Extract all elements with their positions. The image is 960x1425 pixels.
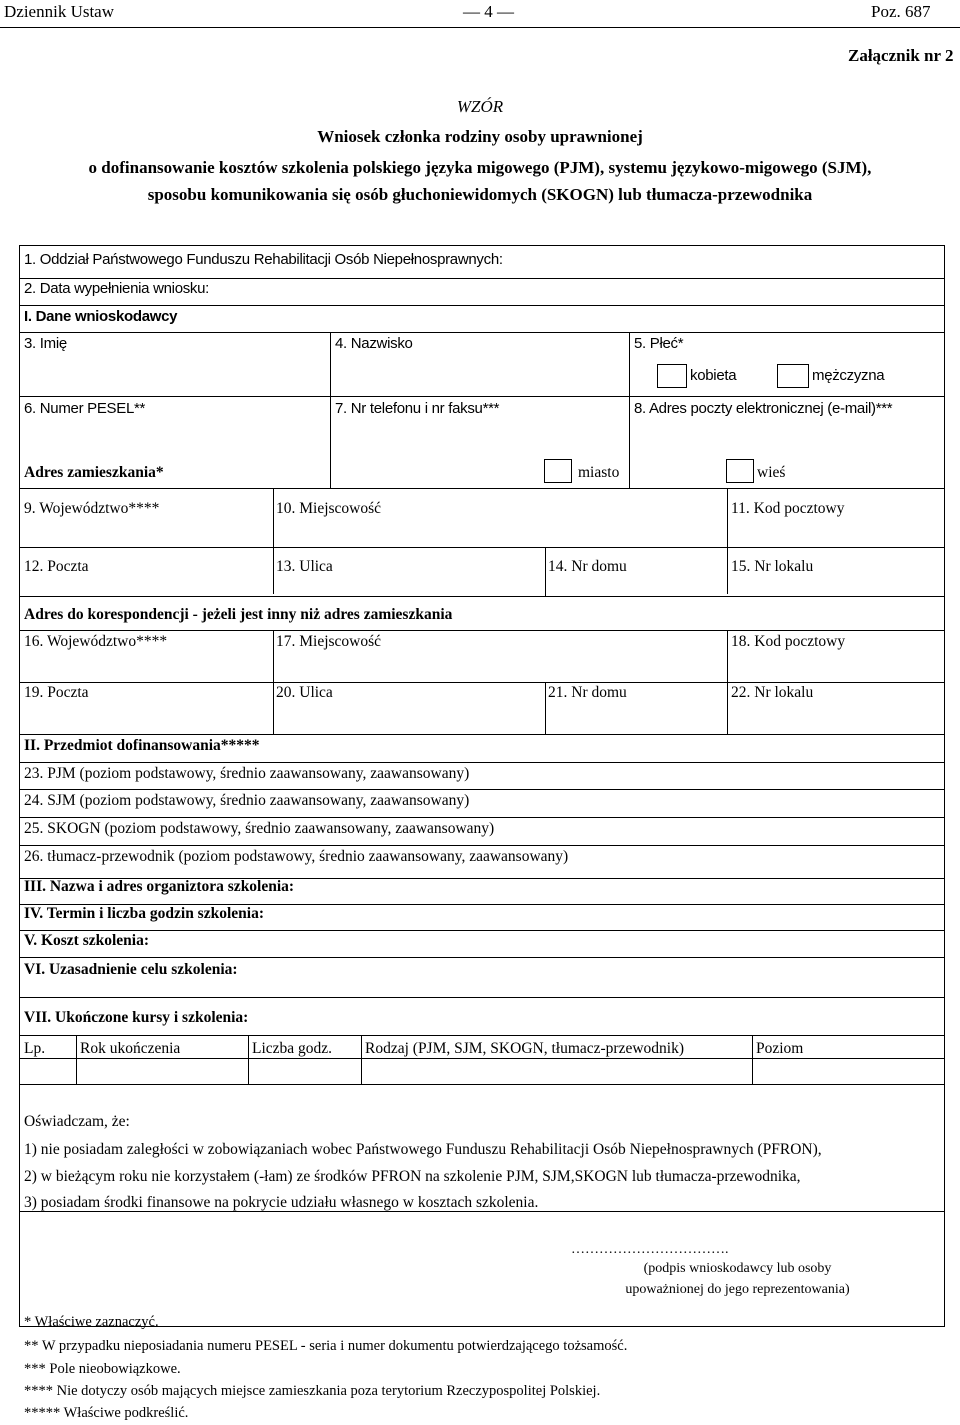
field-26-label: 26. tłumacz-przewodnik (poziom podstawowy, średnio zaawansowany, zaawansowany) bbox=[24, 848, 569, 865]
footnote-3: *** Pole nieobowiązkowe. bbox=[24, 1361, 181, 1377]
field-5-label: 5. Płeć* bbox=[634, 335, 684, 352]
miasto-label: miasto bbox=[578, 464, 620, 481]
field-9-label: 9. Województwo**** bbox=[24, 500, 160, 517]
signature-caption-2: upoważnionej do jego reprezentowania) bbox=[625, 1282, 850, 1297]
field-14-label: 14. Nr domu bbox=[548, 558, 627, 575]
field-23-label: 23. PJM (poziom podstawowy, średnio zaawansowany, zaawansowany) bbox=[24, 765, 470, 782]
declaration-heading: Oświadczam, że: bbox=[24, 1113, 130, 1130]
col-year: Rok ukończenia bbox=[80, 1040, 181, 1057]
page-number: — 4 — bbox=[463, 2, 514, 21]
application-form bbox=[19, 245, 945, 1327]
section-3-title: III. Nazwa i adres organiztora szkolenia: bbox=[24, 878, 295, 895]
footnote-2: ** W przypadku nieposiadania numeru PESEL - seria i numer dokumentu potwierdzającego tożsamość. bbox=[24, 1338, 628, 1354]
checkbox-kobieta[interactable] bbox=[657, 364, 687, 388]
section-1-title: I. Dane wnioskodawcy bbox=[24, 308, 178, 325]
field-21-label: 21. Nr domu bbox=[548, 684, 627, 701]
checkbox-mezczyzna[interactable] bbox=[777, 364, 809, 388]
footnote-5: ***** Właściwe podkreślić. bbox=[24, 1405, 189, 1421]
field-24-label: 24. SJM (poziom podstawowy, średnio zaawansowany, zaawansowany) bbox=[24, 792, 470, 809]
col-level: Poziom bbox=[756, 1040, 804, 1057]
section-7-title: VII. Ukończone kursy i szkolenia: bbox=[24, 1009, 249, 1026]
field-16-label: 16. Województwo**** bbox=[24, 633, 168, 650]
wies-label: wieś bbox=[757, 464, 786, 481]
section-4-title: IV. Termin i liczba godzin szkolenia: bbox=[24, 905, 264, 922]
annex-label: Załącznik nr 2 bbox=[848, 46, 954, 65]
form-title-line2: o dofinansowanie kosztów szkolenia polskiego języka migowego (PJM), systemu językowo-migowego (SJM), bbox=[88, 158, 872, 177]
field-8-label: 8. Adres poczty elektronicznej (e-mail)*** bbox=[634, 400, 893, 417]
field-6-label: 6. Numer PESEL** bbox=[24, 400, 146, 417]
field-13-label: 13. Ulica bbox=[276, 558, 333, 575]
field-3-label: 3. Imię bbox=[24, 335, 67, 352]
col-lp: Lp. bbox=[24, 1040, 46, 1057]
field-17-label: 17. Miejscowość bbox=[276, 633, 382, 650]
declaration-1: 1) nie posiadam zaległości w zobowiązaniach wobec Państwowego Funduszu Rehabilitacji Osób Niepełnosprawnych (PFRON), bbox=[24, 1141, 822, 1158]
header-rule bbox=[0, 27, 960, 28]
kobieta-label: kobieta bbox=[690, 367, 737, 384]
footnote-4: **** Nie dotyczy osób mających miejsce zamieszkania poza terytorium Rzeczypospolitej Polskiej. bbox=[24, 1383, 601, 1399]
section-6-title: VI. Uzasadnienie celu szkolenia: bbox=[24, 961, 238, 978]
declaration-2: 2) w bieżącym roku nie korzystałem (-łam) ze środków PFRON na szkolenie PJM, SJM,SKOGN lub tłumacza-przewodnika, bbox=[24, 1168, 801, 1185]
mezczyzna-label: mężczyzna bbox=[812, 367, 885, 384]
col-hours: Liczba godz. bbox=[252, 1040, 333, 1057]
checkbox-miasto[interactable] bbox=[544, 459, 572, 483]
field-7-label: 7. Nr telefonu i nr faksu*** bbox=[335, 400, 500, 417]
field-11-label: 11. Kod pocztowy bbox=[731, 500, 845, 517]
residence-address-heading: Adres zamieszkania* bbox=[24, 464, 164, 481]
field-12-label: 12. Poczta bbox=[24, 558, 89, 575]
footnote-1: * Właściwe zaznaczyć. bbox=[24, 1314, 159, 1330]
field-2-label: 2. Data wypełnienia wniosku: bbox=[24, 280, 210, 297]
signature-caption-1: (podpis wnioskodawcy lub osoby bbox=[643, 1261, 832, 1276]
field-4-label: 4. Nazwisko bbox=[335, 335, 413, 352]
field-19-label: 19. Poczta bbox=[24, 684, 89, 701]
correspondence-address-heading: Adres do korespondencji - jeżeli jest inny niż adres zamieszkania bbox=[24, 606, 453, 623]
field-18-label: 18. Kod pocztowy bbox=[731, 633, 846, 650]
position-number: Poz. 687 bbox=[871, 2, 931, 21]
checkbox-wies[interactable] bbox=[726, 459, 754, 483]
signature-line: ……………………………. bbox=[571, 1242, 729, 1257]
template-label: WZÓR bbox=[456, 97, 504, 116]
form-title: Wniosek członka rodziny osoby uprawnionej bbox=[317, 127, 643, 146]
field-20-label: 20. Ulica bbox=[276, 684, 333, 701]
declaration-3: 3) posiadam środki finansowe na pokrycie udziału własnego w kosztach szkolenia. bbox=[24, 1194, 539, 1211]
field-10-label: 10. Miejscowość bbox=[276, 500, 382, 517]
section-5-title: V. Koszt szkolenia: bbox=[24, 932, 150, 949]
field-25-label: 25. SKOGN (poziom podstawowy, średnio zaawansowany, zaawansowany) bbox=[24, 820, 495, 837]
section-2-title: II. Przedmiot dofinansowania***** bbox=[24, 737, 260, 754]
field-1-label: 1. Oddział Państwowego Funduszu Rehabilitacji Osób Niepełnosprawnych: bbox=[24, 251, 503, 268]
field-22-label: 22. Nr lokalu bbox=[731, 684, 814, 701]
journal-name: Dziennik Ustaw bbox=[4, 2, 115, 21]
form-title-line3: sposobu komunikowania się osób głuchoniewidomych (SKOGN) lub tłumacza-przewodnika bbox=[147, 185, 813, 204]
col-type: Rodzaj (PJM, SJM, SKOGN, tłumacz-przewodnik) bbox=[365, 1040, 685, 1057]
field-15-label: 15. Nr lokalu bbox=[731, 558, 814, 575]
